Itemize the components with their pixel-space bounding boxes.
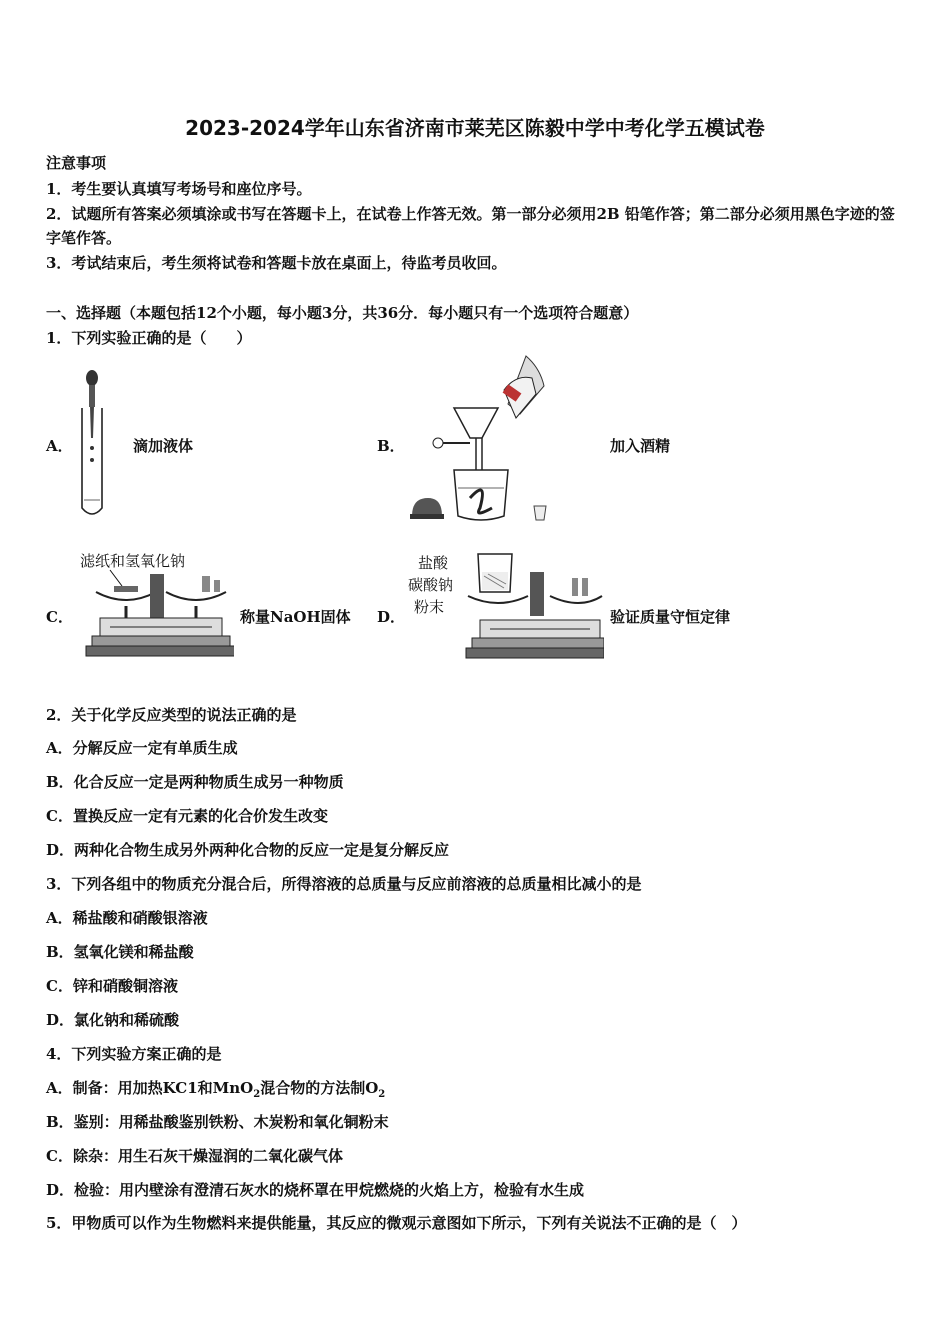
figure-label-powder: 粉末 (414, 598, 445, 616)
answer-option: D．两种化合物生成另外两种化合物的反应一定是复分解反应 (46, 841, 450, 859)
question-stem: 5．甲物质可以作为生物燃料来提供能量，其反应的微观示意图如下所示，下列有关说法不正确的是（ ） (46, 1214, 747, 1232)
answer-option: B．化合反应一定是两种物质生成另一种物质 (46, 773, 344, 791)
figure-label-acid: 盐酸 (418, 554, 449, 572)
notice-heading: 注意事项 (46, 154, 107, 172)
page-title: 2023-2024学年山东省济南市莱芜区陈毅中学中考化学五模试卷 (185, 116, 765, 140)
question-stem: 2．关于化学反应类型的说法正确的是 (46, 706, 297, 724)
balance-figure-d (404, 548, 604, 660)
answer-option: D．检验：用内壁涂有澄清石灰水的烧杯罩在甲烷燃烧的火焰上方，检验有水生成 (46, 1181, 585, 1199)
answer-option: C．锌和硝酸铜溶液 (46, 977, 178, 995)
option-caption: 称量NaOH固体 (240, 608, 351, 626)
answer-option: B．氢氧化镁和稀盐酸 (46, 943, 194, 961)
figure-label-filter-paper: 滤纸和氢氧化钠 (80, 552, 186, 570)
answer-option: A．分解反应一定有单质生成 (46, 739, 238, 757)
option-label: D． (377, 608, 406, 626)
option-caption: 加入酒精 (610, 437, 671, 455)
question-stem: 4．下列实验方案正确的是 (46, 1045, 222, 1063)
dropper-figure (68, 368, 118, 523)
option-caption: 验证质量守恒定律 (610, 608, 731, 626)
answer-option: C．置换反应一定有元素的化合价发生改变 (46, 807, 328, 825)
option-label: C． (46, 608, 73, 626)
notice-item: 1．考生要认真填写考场号和座位序号。 (46, 180, 312, 198)
notice-item: 2．试题所有答案必须填涂或书写在答题卡上，在试卷上作答无效。第一部分必须用2B 铅笔作答；第二部分必须用黑色字迹的签字笔作答。 (46, 205, 895, 247)
option-caption: 滴加液体 (133, 437, 194, 455)
figure-label-carbonate: 碳酸钠 (408, 576, 454, 594)
option-label: B． (377, 437, 405, 455)
option-label: A． (46, 437, 73, 455)
answer-option: A．制备：用加热KC1和MnO$_2$混合物的方法制$O_2$ (46, 1079, 386, 1100)
answer-option: C．除杂：用生石灰干燥湿润的二氧化碳气体 (46, 1147, 343, 1165)
question-stem: 1．下列实验正确的是（ ） (46, 329, 252, 347)
answer-option: B．鉴别：用稀盐酸鉴别铁粉、木炭粉和氧化铜粉末 (46, 1113, 389, 1131)
balance-figure-c (74, 546, 234, 664)
answer-option: D．氯化钠和稀硫酸 (46, 1011, 180, 1029)
question-stem: 3．下列各组中的物质充分混合后，所得溶液的总质量与反应前溶液的总质量相比减小的是 (46, 875, 642, 893)
section-heading: 一、选择题（本题包括12个小题，每小题3分，共36分．每小题只有一个选项符合题意） (46, 304, 639, 322)
answer-option: A．稀盐酸和硝酸银溶液 (46, 909, 208, 927)
notice-item: 3．考试结束后，考生须将试卷和答题卡放在桌面上，待监考员收回。 (46, 254, 507, 272)
alcohol-lamp-figure (408, 348, 558, 526)
